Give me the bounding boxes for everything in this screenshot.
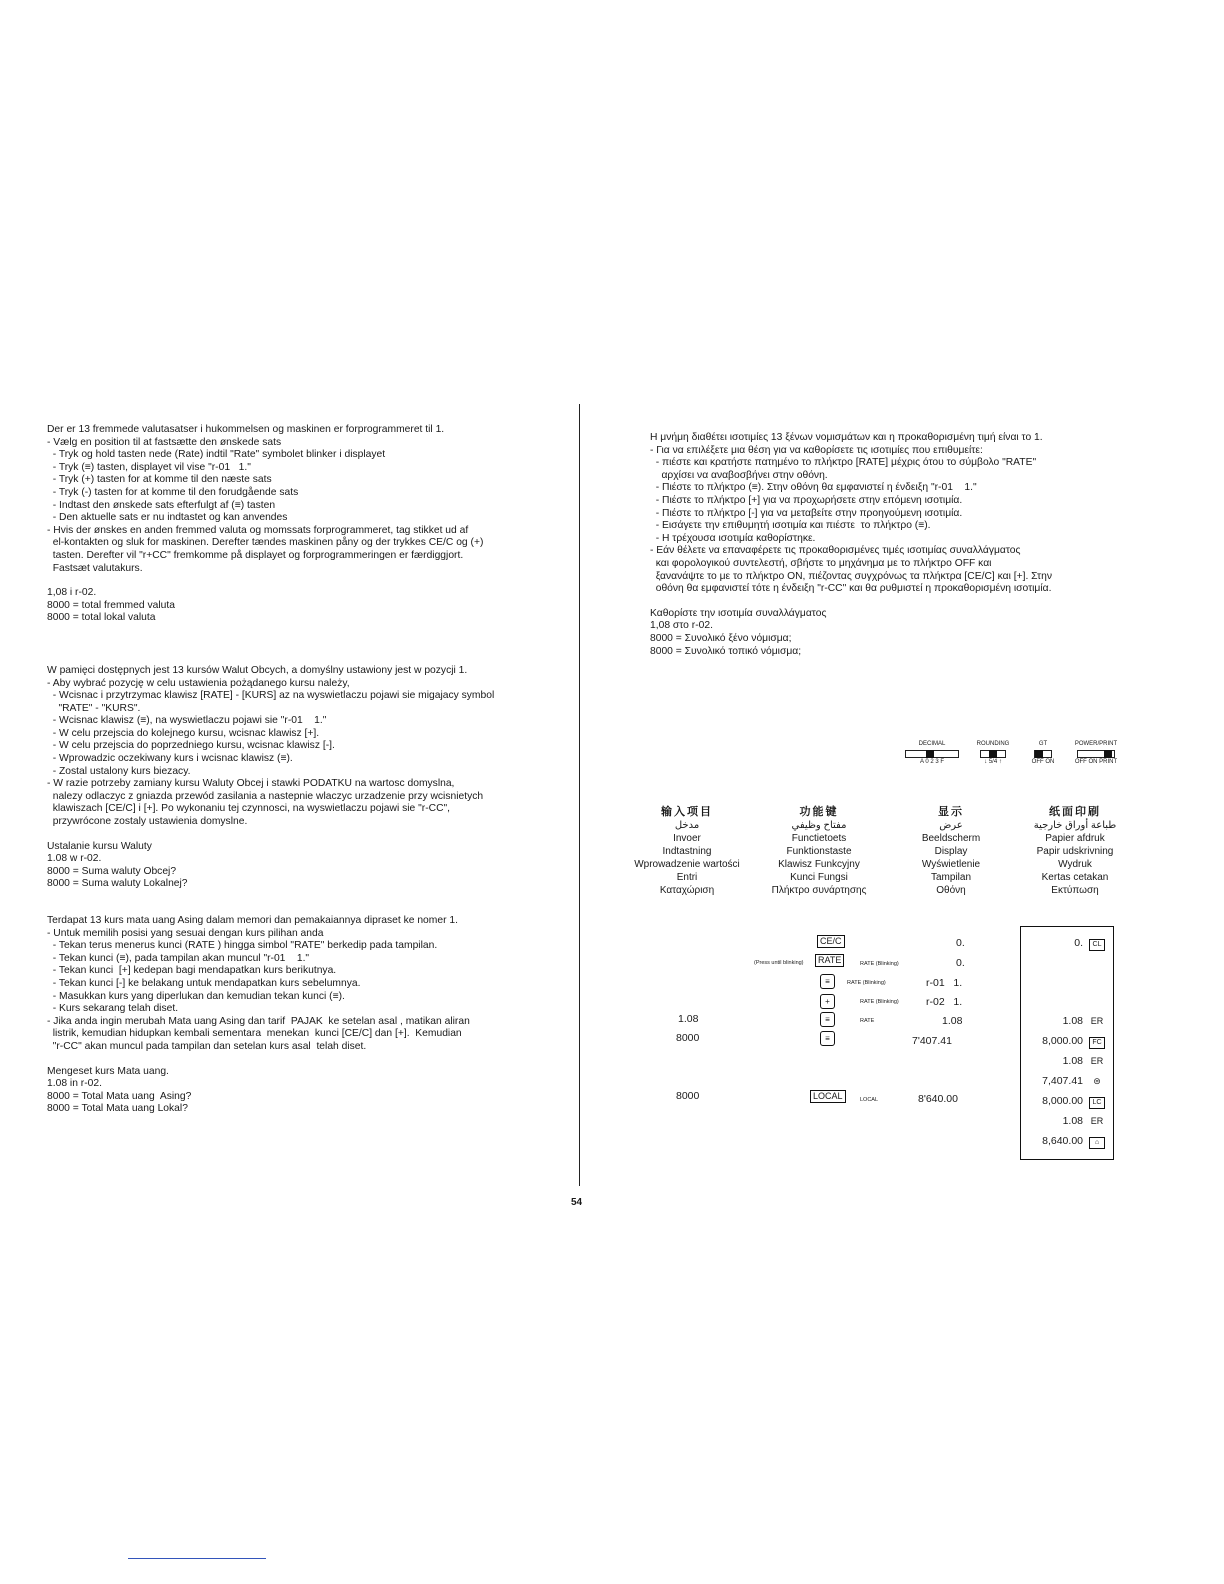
display-value: 8'640.00	[918, 1093, 958, 1105]
gt-switch-knob	[1035, 750, 1043, 758]
greek-line: - Εισάγετε την επιθυμητή ισοτιμία και πιέστε το πλήκτρο (≡).	[650, 520, 931, 532]
legend-line: Display	[934, 846, 968, 857]
ce-c-key: CE/C	[817, 935, 845, 948]
display-value: 0.	[956, 937, 965, 949]
greek-line: - Πιέστε το πλήκτρο [+] για να προχωρήσετε στην επόμενη ισοτιμία.	[650, 494, 963, 506]
greek-line: - Για να επιλέξετε μια θέση για να καθορίσετε τις ισοτιμίες που επιθυμείτε:	[650, 444, 983, 456]
legend-paper-print	[1000, 806, 1150, 897]
legend-line: Tampilan	[930, 872, 972, 883]
polish-line: "RATE" - "KURS".	[47, 702, 141, 714]
polish-example-line: 8000 = Suma waluty Lokalnej?	[47, 878, 188, 890]
exchange-rate-symbol-icon: ER	[1090, 1016, 1104, 1026]
legend-line: Indtastning	[662, 846, 712, 857]
tape-line	[1042, 1135, 1105, 1149]
danish-line: el-kontakten og sluk for maskinen. Derefter tændes maskinen påny og der trykkes CE/C og (+)	[47, 537, 484, 549]
gt-switch-scale: OFF ON	[1031, 759, 1055, 765]
danish-line: - Indtast den ønskede sats efterfulgt af (≡) tasten	[47, 499, 276, 511]
tape-value: 8,000.00	[1042, 1035, 1083, 1047]
greek-line: - Πιέστε το πλήκτρο (≡). Στην οθόνη θα εμφανιστεί η ένδειξη "r-01 1."	[650, 482, 977, 494]
greek-line: Η μνήμη διαθέτει ισοτιμίες 13 ξένων νομισμάτων και η προκαθορισμένη τιμή είναι το 1.	[650, 432, 1043, 443]
local-currency-symbol-icon: LC	[1089, 1097, 1105, 1109]
tape-value: 1.08	[1062, 1015, 1083, 1027]
danish-section	[47, 424, 567, 625]
left-column	[47, 424, 567, 1116]
input-value: 1.08	[678, 1013, 699, 1025]
decimal-switch-scale: A 0 2 3 F	[919, 759, 944, 765]
equals-key-icon: ≡	[820, 1012, 835, 1027]
indonesian-line: - Jika anda ingin merubah Mata uang Asing dan tarif PAJAK ke setelan asal , matikan aliran	[47, 1015, 470, 1027]
rate-key: RATE	[815, 954, 844, 967]
danish-line: - Tryk (-) tasten for at komme til den forudgående sats	[47, 486, 299, 498]
rounding-switch	[973, 741, 1013, 766]
danish-line: - Tryk (≡) tasten, displayet vil vise "r-01 1."	[47, 461, 251, 473]
tape-line	[1063, 1115, 1105, 1127]
greek-line: οθόνη θα εμφανιστεί τότε η ένδειξη "r-CC" και θα ρυθμιστεί η προκαθορισμένη ισοτιμία.	[650, 583, 1052, 595]
polish-line: - W razie potrzeby zamiany kursu Waluty Obcej i stawki PODATKU na wartosc domyslna,	[47, 778, 455, 790]
polish-line: - W celu przejscia do kolejnego kursu, wcisnac klawisz [+].	[47, 727, 320, 739]
legend-line: Wprowadzenie wartości	[634, 859, 740, 870]
input-value: 8000	[676, 1032, 700, 1044]
home-currency-symbol-icon: ⌂	[1089, 1137, 1105, 1149]
input-value: 8000	[676, 1090, 700, 1102]
legend-line: Εκτύπωση	[1051, 885, 1099, 896]
greek-example-line: 8000 = Συνολικό ξένο νόμισμα;	[650, 632, 792, 644]
tape-value: 0.	[1074, 937, 1083, 949]
tape-value: 8,000.00	[1042, 1095, 1083, 1107]
bottom-rule	[128, 1558, 266, 1559]
danish-line: tasten. Derefter vil "r+CC" fremkomme på displayet og forprogrammeringen er færdiggjort.	[47, 549, 464, 561]
plus-key-icon: +	[820, 994, 835, 1009]
legend-arabic: عرض	[939, 820, 963, 831]
legend-cjk: 功能键	[799, 806, 839, 818]
legend-arabic: مفتاح وظيفي	[791, 820, 847, 831]
legend-arabic: مدخل	[674, 820, 700, 831]
tape-line	[1063, 1015, 1105, 1027]
legend-line: Funktionstaste	[786, 846, 852, 857]
polish-line: - W celu przejscia do poprzedniego kursu, wcisnac klawisz [-].	[47, 740, 335, 752]
tape-value: 7,407.41	[1042, 1075, 1083, 1087]
legend-line: Papier afdruk	[1045, 833, 1105, 844]
polish-line: - Wprowadzic oczekiwany kurs i wcisnac klawisz (≡).	[47, 753, 293, 765]
power-print-switch-label: POWER/PRINT	[1074, 741, 1118, 747]
indonesian-line: listrik, kemudian hidupkan kembali sementara menekan kunci [CE/C] dan [+]. Kemudian	[47, 1028, 462, 1040]
greek-line: αρχίσει να αναβοσβήνει στην οθόνη.	[650, 469, 828, 481]
print-tape	[1020, 926, 1114, 1160]
polish-line: W pamięci dostępnych jest 13 kursów Walut Obcych, a domyślny ustawiony jest w pozycji 1.	[47, 664, 468, 676]
greek-line: - Πιέστε το πλήκτρο [-] για να μεταβείτε στην προηγούμενη ισοτιμία.	[650, 507, 963, 519]
power-print-switch	[1066, 741, 1126, 766]
greek-line: και φορολογικού συντελεστή, σβήστε το μηχάνημα με το πλήκτρο OFF και	[650, 557, 992, 569]
indonesian-line: "r-CC" akan muncul pada tampilan dan setelan kurs asal telah diset.	[47, 1040, 367, 1052]
indonesian-example-line: 8000 = Total Mata uang Asing?	[47, 1090, 192, 1102]
rate-note: RATE	[860, 1018, 875, 1024]
column-divider	[579, 404, 580, 1186]
legend-line: Kunci Fungsi	[790, 872, 848, 883]
legend-cjk: 纸面印刷	[1049, 806, 1101, 818]
display-value: r-02 1.	[926, 996, 963, 1008]
legend-function-key	[744, 806, 894, 897]
indonesian-line: - Tekan kunci [-] ke belakang untuk mendapatkan kurs sebelumnya.	[47, 977, 361, 989]
equals-key-icon: ≡	[820, 1031, 835, 1046]
display-value: r-01 1.	[926, 977, 963, 989]
legend-line: Πλήκτρο συνάρτησης	[771, 885, 867, 896]
display-value: 1.08	[942, 1015, 963, 1027]
rounding-switch-label: ROUNDING	[976, 741, 1010, 747]
rate-blinking-note: RATE (Blinking)	[860, 999, 899, 1005]
polish-example-line: 8000 = Suma waluty Obcej?	[47, 865, 177, 877]
legend-input	[612, 806, 762, 897]
indonesian-line: - Tekan kunci (≡), pada tampilan akan muncul "r-01 1."	[47, 952, 310, 964]
legend-cjk: 输入项目	[661, 806, 713, 818]
decimal-switch-label: DECIMAL	[918, 741, 946, 747]
gt-switch-label: GT	[1038, 741, 1048, 747]
greek-line: - Η τρέχουσα ισοτιμία καθορίστηκε.	[650, 532, 816, 544]
rate-blinking-note: RATE (Blinking)	[847, 980, 886, 986]
rounding-switch-scale: ↓ 5/4 ↑	[984, 759, 1002, 765]
danish-example-line: 8000 = total lokal valuta	[47, 612, 156, 624]
display-value: 7'407.41	[912, 1035, 952, 1047]
greek-section	[650, 432, 1130, 658]
clear-symbol-icon: CL	[1089, 939, 1105, 951]
greek-example-line: Καθορίστε την ισοτιμία συναλλάγματος	[650, 607, 827, 619]
decimal-switch	[905, 741, 959, 766]
display-value: 0.	[956, 957, 965, 969]
danish-line: Der er 13 fremmede valutasatser i hukommelsen og maskinen er forprogrammeret til 1.	[47, 424, 445, 435]
polish-section	[47, 665, 567, 891]
greek-example-line: 8000 = Συνολικό τοπικό νόμισμα;	[650, 645, 802, 657]
equals-key-icon: ≡	[820, 974, 835, 989]
polish-example-line: 1.08 w r-02.	[47, 853, 102, 865]
danish-line: Fastsæt valutakurs.	[47, 562, 143, 574]
legend-line: Καταχώριση	[659, 885, 715, 896]
local-note: LOCAL	[860, 1097, 879, 1103]
indonesian-line: Terdapat 13 kurs mata uang Asing dalam memori dan pemakaiannya dipraset ke nomer 1.	[47, 915, 458, 926]
exchange-rate-symbol-icon: ER	[1090, 1116, 1104, 1126]
power-print-switch-scale: OFF ON PRINT	[1074, 759, 1118, 765]
tape-line	[1042, 1035, 1105, 1049]
equals-symbol-icon: ⊜	[1093, 1076, 1101, 1086]
legend-line: Οθόνη	[936, 885, 966, 896]
greek-line: - πιέστε και κρατήστε πατημένο το πλήκτρο [RATE] μέχρις ότου το σύμβολο "RATE"	[650, 457, 1037, 469]
danish-line: - Vælg en position til at fastsætte den ønskede sats	[47, 436, 282, 448]
tape-line	[1063, 1055, 1105, 1067]
indonesian-example-line: 1.08 in r-02.	[47, 1078, 102, 1090]
indonesian-line: - Kurs sekarang telah diset.	[47, 1003, 179, 1015]
legend-line: Invoer	[673, 833, 701, 844]
greek-line: - Εάν θέλετε να επαναφέρετε τις προκαθορισμένες τιμές ισοτιμίας συναλλάγματος	[650, 545, 1021, 557]
page-number: 54	[571, 1197, 583, 1208]
polish-line: klawiszach [CE/C] i [+]. Po wykonaniu tej czynnosci, na wyswietlaczu pojawi sie "r-CC",	[47, 803, 451, 815]
greek-example-line: 1,08 στο r-02.	[650, 620, 713, 632]
indonesian-section	[47, 915, 567, 1116]
gt-switch-track	[1034, 750, 1052, 758]
legend-line: Papir udskrivning	[1036, 846, 1114, 857]
tape-line	[1042, 1095, 1105, 1109]
legend-arabic: طباعة أوراق خارجية	[1033, 820, 1117, 831]
rounding-switch-knob	[989, 750, 997, 758]
power-print-switch-track	[1077, 750, 1115, 758]
legend-line: Entri	[676, 872, 698, 883]
legend-cjk: 显示	[938, 806, 964, 818]
danish-line: - Tryk og hold tasten nede (Rate) indtil "Rate" symbolet blinker i displayet	[47, 449, 386, 461]
gt-switch	[1026, 741, 1060, 766]
exchange-rate-symbol-icon: ER	[1090, 1056, 1104, 1066]
legend-line: Klawisz Funkcyjny	[778, 859, 860, 870]
legend-line: Wyświetlenie	[921, 859, 981, 870]
tape-value: 1.08	[1062, 1115, 1083, 1127]
polish-line: przywrócone zostaly ustawienia domyslne.	[47, 816, 248, 828]
press-until-blinking-note: (Press until blinking)	[754, 960, 804, 966]
decimal-switch-knob	[926, 750, 934, 758]
danish-line: - Den aktuelle sats er nu indtastet og kan anvendes	[47, 512, 288, 524]
right-column	[650, 432, 1130, 658]
tape-value: 8,640.00	[1042, 1135, 1083, 1147]
indonesian-line: - Untuk memilih posisi yang sesuai dengan kurs pilihan anda	[47, 927, 324, 939]
tape-line	[1042, 1075, 1105, 1088]
polish-line: - Aby wybrać pozycję w celu ustawienia pożądanego kursu należy,	[47, 677, 350, 689]
indonesian-line: - Tekan terus menerus kunci (RATE ) hingga simbol "RATE" berkedip pada tampilan.	[47, 940, 438, 952]
tape-line	[1074, 937, 1105, 951]
polish-example-line: Ustalanie kursu Waluty	[47, 840, 152, 852]
indonesian-line: - Tekan kunci [+] kedepan bagi mendapatkan kurs berikutnya.	[47, 965, 337, 977]
danish-line: - Hvis der ønskes en anden fremmed valuta og momssats forprogrammeret, tag stikket ud af	[47, 524, 469, 536]
legend-line: Wydruk	[1058, 859, 1092, 870]
danish-example-line: 8000 = total fremmed valuta	[47, 599, 175, 611]
danish-line: - Tryk (+) tasten for at komme til den næste sats	[47, 474, 272, 486]
indonesian-line: - Masukkan kurs yang diperlukan dan kemudian tekan kunci (≡).	[47, 990, 345, 1002]
indonesian-example-line: Mengeset kurs Mata uang.	[47, 1065, 169, 1077]
danish-example-line: 1,08 i r-02.	[47, 587, 97, 599]
polish-line: nalezy odlaczyc z gniazda przewód zasilania a nastepnie wlaczyc urzadzenie przy wcisnietych	[47, 790, 484, 802]
power-print-switch-knob	[1104, 750, 1112, 758]
tape-value: 1.08	[1062, 1055, 1083, 1067]
legend-line: Beeldscherm	[921, 833, 981, 844]
rounding-switch-track	[980, 750, 1006, 758]
polish-line: - Zostal ustalony kurs biezacy.	[47, 765, 191, 777]
greek-line: ξανανάψτε το με το πλήκτρο ON, πιέζοντας συγχρόνως τα πλήκτρα [CE/C] και [+]. Στην	[650, 570, 1053, 582]
legend-line: Functietoets	[791, 833, 847, 844]
indonesian-example-line: 8000 = Total Mata uang Lokal?	[47, 1103, 188, 1115]
foreign-currency-symbol-icon: FC	[1089, 1037, 1105, 1049]
decimal-switch-track	[905, 750, 959, 758]
polish-line: - Wcisnac klawisz (≡), na wyswietlaczu pojawi sie "r-01 1."	[47, 715, 327, 727]
local-key: LOCAL	[810, 1090, 846, 1103]
rate-blinking-note: RATE (Blinking)	[860, 961, 899, 967]
legend-line: Kertas cetakan	[1041, 872, 1109, 883]
polish-line: - Wcisnac i przytrzymac klawisz [RATE] - [KURS] az na wyswietlaczu pojawi sie migajacy symbol	[47, 690, 495, 702]
